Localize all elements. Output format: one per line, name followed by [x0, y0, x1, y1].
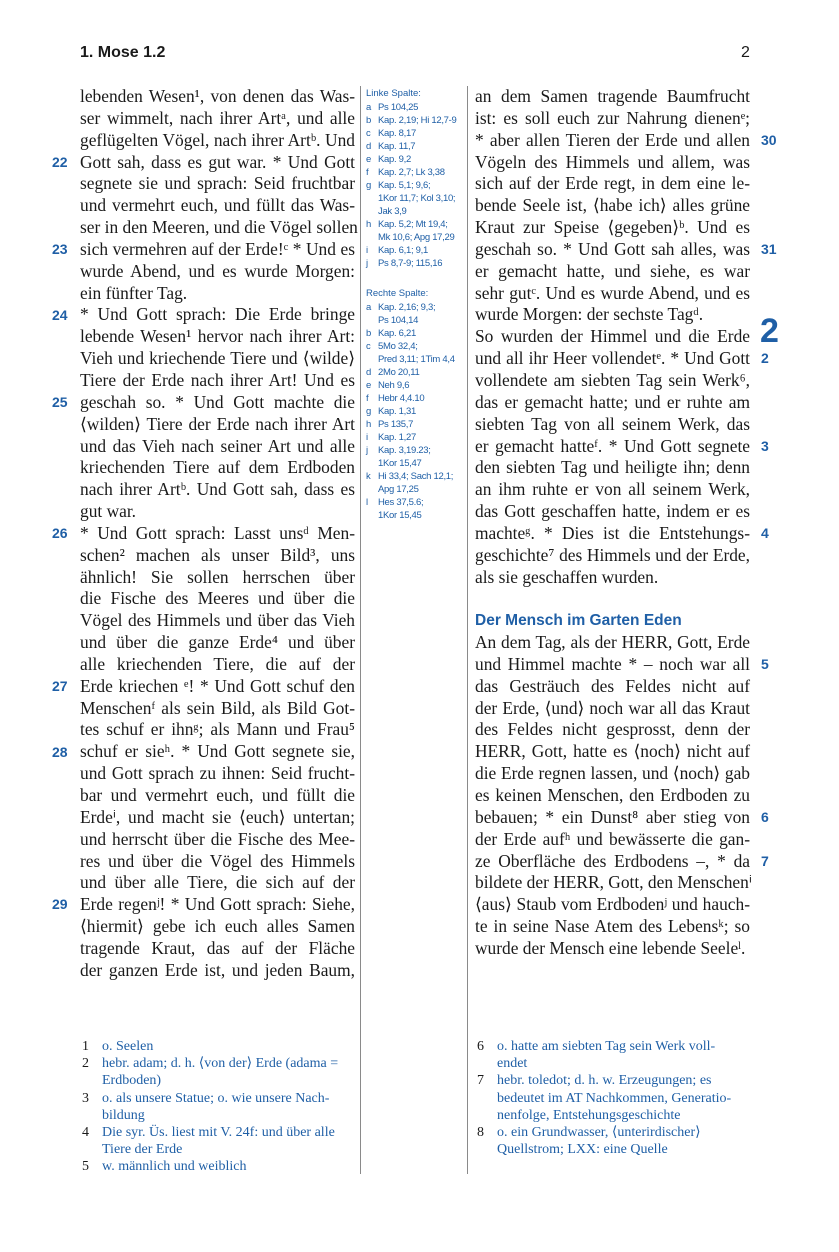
footnote-text: bedeutet im AT Nachkommen, Generatio-: [497, 1090, 732, 1106]
text-line: vollendete am siebten Tag sein Werk⁶,: [475, 369, 750, 390]
verse-number: 23: [52, 240, 68, 257]
text-line: das Gott geschaffen hatte, indem er es: [475, 501, 750, 522]
text-line: ähnlich! Sie sollen herrschen über: [80, 566, 355, 587]
footnote-number: 4: [82, 1125, 89, 1141]
running-header-page-number: 2: [741, 44, 750, 61]
text-line: an dem Samen tragende Baumfrucht: [475, 86, 750, 106]
cross-reference-text: Jak 3,9: [378, 206, 407, 217]
cross-reference-entry: [366, 444, 462, 470]
text-line: wurde Abend, und es wurde Morgen:: [80, 260, 355, 281]
footnote: [477, 1124, 753, 1158]
cross-reference-heading: Linke Spalte:: [366, 88, 421, 99]
footnote-number: 1: [82, 1039, 89, 1054]
cross-reference-entry: [366, 166, 462, 179]
column-divider-left: [360, 86, 361, 1174]
footnote-number: 7: [477, 1073, 484, 1089]
text-line: gut war.: [80, 501, 137, 522]
cross-reference-letter: e: [366, 380, 372, 391]
footnote-text: bildung: [102, 1107, 145, 1123]
cross-reference-entry: [366, 366, 462, 379]
cross-reference-entry: [366, 418, 462, 431]
cross-reference-letter: b: [366, 115, 372, 126]
text-line: die Fische des Meeres und über die: [80, 588, 355, 609]
text-line: bende Seele ist, ⟨habe ich⟩ alles grüne: [475, 195, 750, 216]
cross-reference-letter: i: [366, 245, 369, 256]
cross-reference-text: 1Kor 11,7; Kol 3,10;: [378, 193, 456, 204]
text-line: Vieh und kriechende Tiere und ⟨wilde⟩: [80, 348, 355, 369]
text-line: lebenden Wesen¹, von denen das Was-: [80, 86, 355, 106]
cross-reference-text: Kap. 2,19; Hi 12,7-9: [378, 115, 457, 126]
cross-reference-entry: [366, 340, 462, 366]
cross-reference-entry: [366, 470, 462, 496]
text-line: geschichte⁷ des Himmels und der Erde,: [475, 544, 750, 565]
text-line: Erde kriechen ᵉ! * Und Gott schuf den: [80, 675, 355, 696]
text-line: * aber allen Tieren der Erde und allen: [475, 129, 750, 150]
text-line: wurde Morgen: der sechste Tagᵈ.: [475, 304, 704, 325]
text-line: schuf er sieʰ. * Und Gott segnete sie,: [80, 741, 355, 762]
cross-reference-text: Ps 8,7-9; 115,16: [378, 258, 443, 269]
right-text-column: [475, 86, 750, 960]
verse-number: 29: [52, 896, 68, 913]
cross-reference-letter: c: [366, 128, 371, 139]
verse-number: 22: [52, 153, 68, 170]
footnote-number: 8: [477, 1125, 484, 1141]
text-line: siebten Tag von all seinem Werk, das: [475, 413, 750, 434]
footnote-text: o. ein Grundwasser, ⟨unterirdischer⟩: [497, 1125, 701, 1141]
cross-reference-entry: [366, 257, 462, 270]
verse-number: 30: [761, 131, 777, 148]
section-heading: Der Mensch im Garten Eden: [475, 612, 682, 630]
cross-reference-entry: [366, 392, 462, 405]
text-line: und über die ganze Erde⁴ und über: [80, 632, 355, 653]
text-line: segnete sie und sprach: Seid fruchtbar: [80, 173, 355, 194]
verse-number: 26: [52, 525, 68, 541]
footnote-text: hebr. toledot; d. h. w. Erzeugungen; es: [497, 1073, 712, 1089]
text-line: An dem Tag, als der HERR, Gott, Erde: [475, 632, 750, 653]
text-line: er gemacht hatte, und siehe, es war: [475, 260, 750, 281]
cross-reference-text: Kap. 1,27: [378, 432, 416, 443]
text-line: Erdeⁱ, und macht sie ⟨euch⟩ untertan;: [80, 806, 355, 827]
chapter-number: 2: [760, 312, 779, 350]
cross-reference-text: Pred 3,11; 1Tim 4,4: [378, 354, 455, 365]
cross-reference-text: 2Mo 20,11: [378, 367, 420, 378]
footnote-text: w. männlich und weiblich: [102, 1159, 247, 1175]
footnote: [82, 1055, 358, 1089]
cross-reference-letter: i: [366, 432, 369, 443]
cross-reference-entry: [366, 114, 462, 127]
cross-reference-entry: [366, 140, 462, 153]
text-line: alle kriechenden Tiere, die auf der: [80, 653, 355, 674]
text-line: sehr gutᶜ. Und es wurde Abend, und es: [475, 282, 750, 303]
text-line: und das Vieh nach seiner Art und alle: [80, 435, 355, 456]
text-line: bebauen; * ein Dunst⁸ aber stieg von: [475, 806, 750, 827]
text-line: schen² machen als unser Bild³, uns: [80, 544, 355, 565]
cross-reference-entry: [366, 153, 462, 166]
cross-reference-text: Ps 104,25: [378, 102, 419, 113]
cross-reference-letter: f: [366, 393, 369, 404]
cross-reference-letter: h: [366, 219, 372, 230]
verse-number: 31: [761, 240, 777, 257]
text-line: und herrscht über die Fische des Mee-: [80, 828, 355, 849]
text-line: * Und Gott sprach: Die Erde bringe: [80, 304, 355, 325]
footnote-text: o. Seelen: [102, 1039, 154, 1054]
text-line: ser wimmelt, nach ihrer Artᵃ, und alle: [80, 107, 355, 128]
cross-reference-text: Kap. 3,19.23;: [378, 445, 431, 456]
text-line: ist: es soll euch zur Nahrung dienenᵉ;: [475, 107, 750, 128]
cross-reference-text: Kap. 11,7: [378, 141, 416, 152]
cross-reference-heading: Rechte Spalte:: [366, 288, 429, 299]
cross-reference-text: Kap. 6,21: [378, 328, 416, 339]
text-line: Vögeln des Himmels und allem, was: [475, 151, 750, 172]
text-line: sich vermehren auf der Erde!ᶜ * Und es: [80, 238, 355, 259]
text-line: und über alle Tiere, die sich auf der: [80, 872, 355, 893]
cross-reference-text: Kap. 6,1; 9,1: [378, 245, 428, 256]
text-line: sich auf der Erde regt, in dem eine le-: [475, 173, 750, 194]
text-line: ⟨aus⟩ Staub vom Erdbodenʲ und hauch-: [475, 894, 750, 915]
cross-reference-entry: [366, 496, 462, 522]
cross-reference-entry: [366, 301, 462, 327]
text-line: und vermehrt euch, und füllt das Was-: [80, 195, 355, 216]
footnote: [82, 1038, 358, 1055]
text-line: Vögel des Himmels und über das Vieh: [80, 610, 355, 631]
cross-reference-letter: f: [366, 167, 369, 178]
text-line: ⟨hiermit⟩ gebe ich euch alles Samen: [80, 916, 355, 937]
verse-number: 4: [761, 525, 769, 541]
footnote-text: Erdboden): [102, 1073, 162, 1089]
text-line: ⟨wilden⟩ Tiere der Erde nach ihrer Art: [80, 413, 355, 434]
cross-reference-text: Mk 10,6; Apg 17,29: [378, 232, 455, 243]
text-line: und Gott sprach zu ihnen: Seid frucht-: [80, 763, 355, 784]
cross-reference-letter: j: [366, 445, 369, 456]
footnote: [477, 1072, 753, 1124]
text-line: geschah so. * Und Gott machte die: [80, 391, 355, 412]
footnote-text: nenfolge, Entstehungsgeschichte: [497, 1107, 681, 1123]
text-line: te in seine Nase Atem des Lebensᵏ; so: [475, 916, 750, 937]
cross-reference-text: Kap. 9,2: [378, 154, 411, 165]
running-header-book-ref: 1. Mose 1.2: [80, 44, 166, 61]
cross-reference-entry: [366, 101, 462, 114]
cross-reference-entry: [366, 244, 462, 257]
text-line: das Gesträuch des Feldes nicht auf: [475, 675, 750, 696]
cross-reference-letter: l: [366, 497, 369, 508]
text-line: es keinen Menschen, den Erdboden zu: [475, 785, 750, 805]
text-line: des Feldes nicht gesprosst, denn der: [475, 719, 750, 740]
cross-reference-text: Hes 37,5.6;: [378, 497, 424, 508]
cross-reference-text: Kap. 5,2; Mt 19,4;: [378, 219, 448, 230]
cross-reference-text: 1Kor 15,47: [378, 458, 422, 469]
text-line: wurde der Mensch eine lebende Seeleˡ.: [475, 937, 746, 958]
cross-reference-spacer: [366, 270, 462, 286]
cross-reference-text: Kap. 5,1; 9,6;: [378, 180, 431, 191]
cross-reference-text: Kap. 8,17: [378, 128, 416, 139]
text-line: ser in den Meeren, und die Vögel sollen: [80, 217, 358, 238]
footnote: [82, 1158, 358, 1175]
cross-reference-text: 5Mo 32,4;: [378, 341, 418, 352]
footnote-text: Tiere der Erde: [102, 1142, 183, 1158]
cross-reference-letter: j: [366, 258, 369, 269]
text-line: kriechenden Tiere auf dem Erdboden: [80, 457, 355, 478]
text-line: nach ihrer Artᵇ. Und Gott sah, dass es: [80, 479, 355, 500]
cross-reference-letter: c: [366, 341, 371, 352]
text-line: er gemacht hatteᶠ. * Und Gott segnete: [475, 435, 750, 456]
text-line: Kraut zur Speise ⟨gegeben⟩ᵇ. Und es: [475, 217, 750, 238]
text-line: bildete der HERR, Gott, den Menschenⁱ: [475, 872, 752, 893]
cross-reference-letter: d: [366, 367, 372, 378]
footnote: [82, 1124, 358, 1158]
text-line: geschah so. * Und Gott sah alles, was: [475, 238, 750, 259]
text-line: und Himmel machte * – noch war all: [475, 653, 750, 674]
text-line: tragende Kraut, das auf der Fläche: [80, 937, 355, 958]
cross-reference-entry: [366, 127, 462, 140]
cross-reference-entry: [366, 405, 462, 418]
cross-reference-column: [366, 86, 462, 522]
text-line: Gott sah, dass es gut war. * Und Gott: [80, 151, 355, 172]
verse-number: 3: [761, 437, 769, 454]
cross-reference-entry: [366, 379, 462, 392]
cross-reference-letter: g: [366, 180, 372, 191]
cross-reference-entry: [366, 179, 462, 218]
footnote: [82, 1090, 358, 1124]
verse-number: 27: [52, 677, 68, 694]
text-line: das er gemacht hatte; und er ruhte am: [475, 391, 750, 412]
cross-reference-text: Hebr 4,4.10: [378, 393, 425, 404]
footnote: [477, 1038, 753, 1072]
text-line: HERR, Gott, hatte es ⟨noch⟩ nicht auf: [475, 741, 750, 762]
text-line: und all ihr Heer vollendetᵉ. * Und Gott: [475, 348, 750, 369]
footnote-text: Quellstrom; LXX: eine Quelle: [497, 1142, 668, 1158]
text-line: machteᵍ. * Dies ist die Entstehungs-: [475, 522, 750, 543]
text-line: Tiere der Erde nach ihrer Art! Und es: [80, 369, 355, 390]
text-line: * Und Gott sprach: Lasst unsᵈ Men-: [80, 522, 355, 543]
text-line: an ihm ruhte er von all seinem Werk,: [475, 479, 750, 500]
footnotes-right: [477, 1038, 753, 1158]
footnote-text: o. als unsere Statue; o. wie unsere Nach-: [102, 1090, 330, 1106]
cross-reference-letter: h: [366, 419, 372, 430]
cross-reference-text: Kap. 1,31: [378, 406, 416, 417]
footnote-text: Die syr. Üs. liest mit V. 24f: und über alle: [102, 1125, 335, 1141]
cross-reference-letter: d: [366, 141, 372, 152]
cross-reference-text: Apg 17,25: [378, 484, 419, 495]
verse-number: 5: [761, 656, 769, 673]
footnote-number: 2: [82, 1056, 89, 1072]
cross-reference-letter: a: [366, 102, 372, 113]
verse-number: 25: [52, 393, 68, 410]
text-line: Menschenᶠ als sein Bild, als Bild Got-: [80, 697, 355, 718]
text-line: der ganzen Erde ist, und jeden Baum,: [80, 959, 355, 980]
footnote-text: hebr. adam; d. h. ⟨von der⟩ Erde (adama =: [102, 1056, 339, 1072]
text-line: tes schuf er ihnᵍ; als Mann und Frau⁵: [80, 719, 355, 740]
cross-reference-entry: [366, 431, 462, 444]
footnote-text: o. hatte am siebten Tag sein Werk voll-: [497, 1039, 716, 1054]
footnote-number: 6: [477, 1039, 484, 1054]
verse-number: 28: [52, 743, 68, 760]
text-line: So wurden der Himmel und die Erde: [475, 326, 750, 347]
column-divider-right: [467, 86, 468, 1174]
footnote-number: 3: [82, 1090, 89, 1106]
text-line: die Erde regnen lassen, und ⟨noch⟩ gab: [475, 763, 750, 784]
cross-reference-text: Hi 33,4; Sach 12,1;: [378, 471, 454, 482]
text-line: ein fünfter Tag.: [80, 282, 188, 303]
text-line: Erde regenʲ! * Und Gott sprach: Siehe,: [80, 894, 355, 915]
text-line: res und über die Vögel des Himmels: [80, 850, 355, 871]
cross-reference-entry: [366, 327, 462, 340]
cross-reference-letter: e: [366, 154, 372, 165]
cross-reference-text: Kap. 2,16; 9,3;: [378, 302, 436, 313]
cross-reference-text: Neh 9,6: [378, 380, 410, 391]
verse-number: 7: [761, 852, 769, 869]
footnote-number: 5: [82, 1159, 89, 1175]
cross-reference-text: Ps 135,7: [378, 419, 414, 430]
text-line: geflügelten Vögel, nach ihrer Artᵇ. Und: [80, 129, 355, 150]
cross-reference-letter: k: [366, 471, 371, 482]
cross-reference-letter: a: [366, 302, 372, 313]
footnotes-left: [82, 1038, 358, 1176]
text-line: ze Oberfläche des Erdbodens –, * da: [475, 850, 750, 871]
footnote-text: endet: [497, 1056, 528, 1072]
text-line: der Erde, ⟨und⟩ noch war all das Kraut: [475, 697, 750, 718]
cross-reference-letter: g: [366, 406, 372, 417]
cross-reference-text: 1Kor 15,45: [378, 510, 422, 521]
verse-number: 6: [761, 809, 769, 826]
verse-number: 24: [52, 306, 68, 323]
verse-number: 2: [761, 350, 769, 367]
section-spacer: [475, 588, 750, 610]
cross-reference-letter: b: [366, 328, 372, 339]
left-text-column: [80, 86, 358, 982]
cross-reference-text: Kap. 2,7; Lk 3,38: [378, 167, 445, 178]
cross-reference-text: Ps 104,14: [378, 315, 419, 326]
text-line: der Erde aufʰ und bewässerte die gan-: [475, 828, 750, 849]
text-line: lebende Wesen¹ hervor nach ihrer Art:: [80, 326, 355, 347]
text-line: als sie geschaffen wurden.: [475, 566, 659, 587]
text-line: den siebten Tag und heiligte ihn; denn: [475, 457, 750, 478]
cross-reference-entry: [366, 218, 462, 244]
text-line: bar und vermehrt euch, und füllt die: [80, 785, 355, 805]
